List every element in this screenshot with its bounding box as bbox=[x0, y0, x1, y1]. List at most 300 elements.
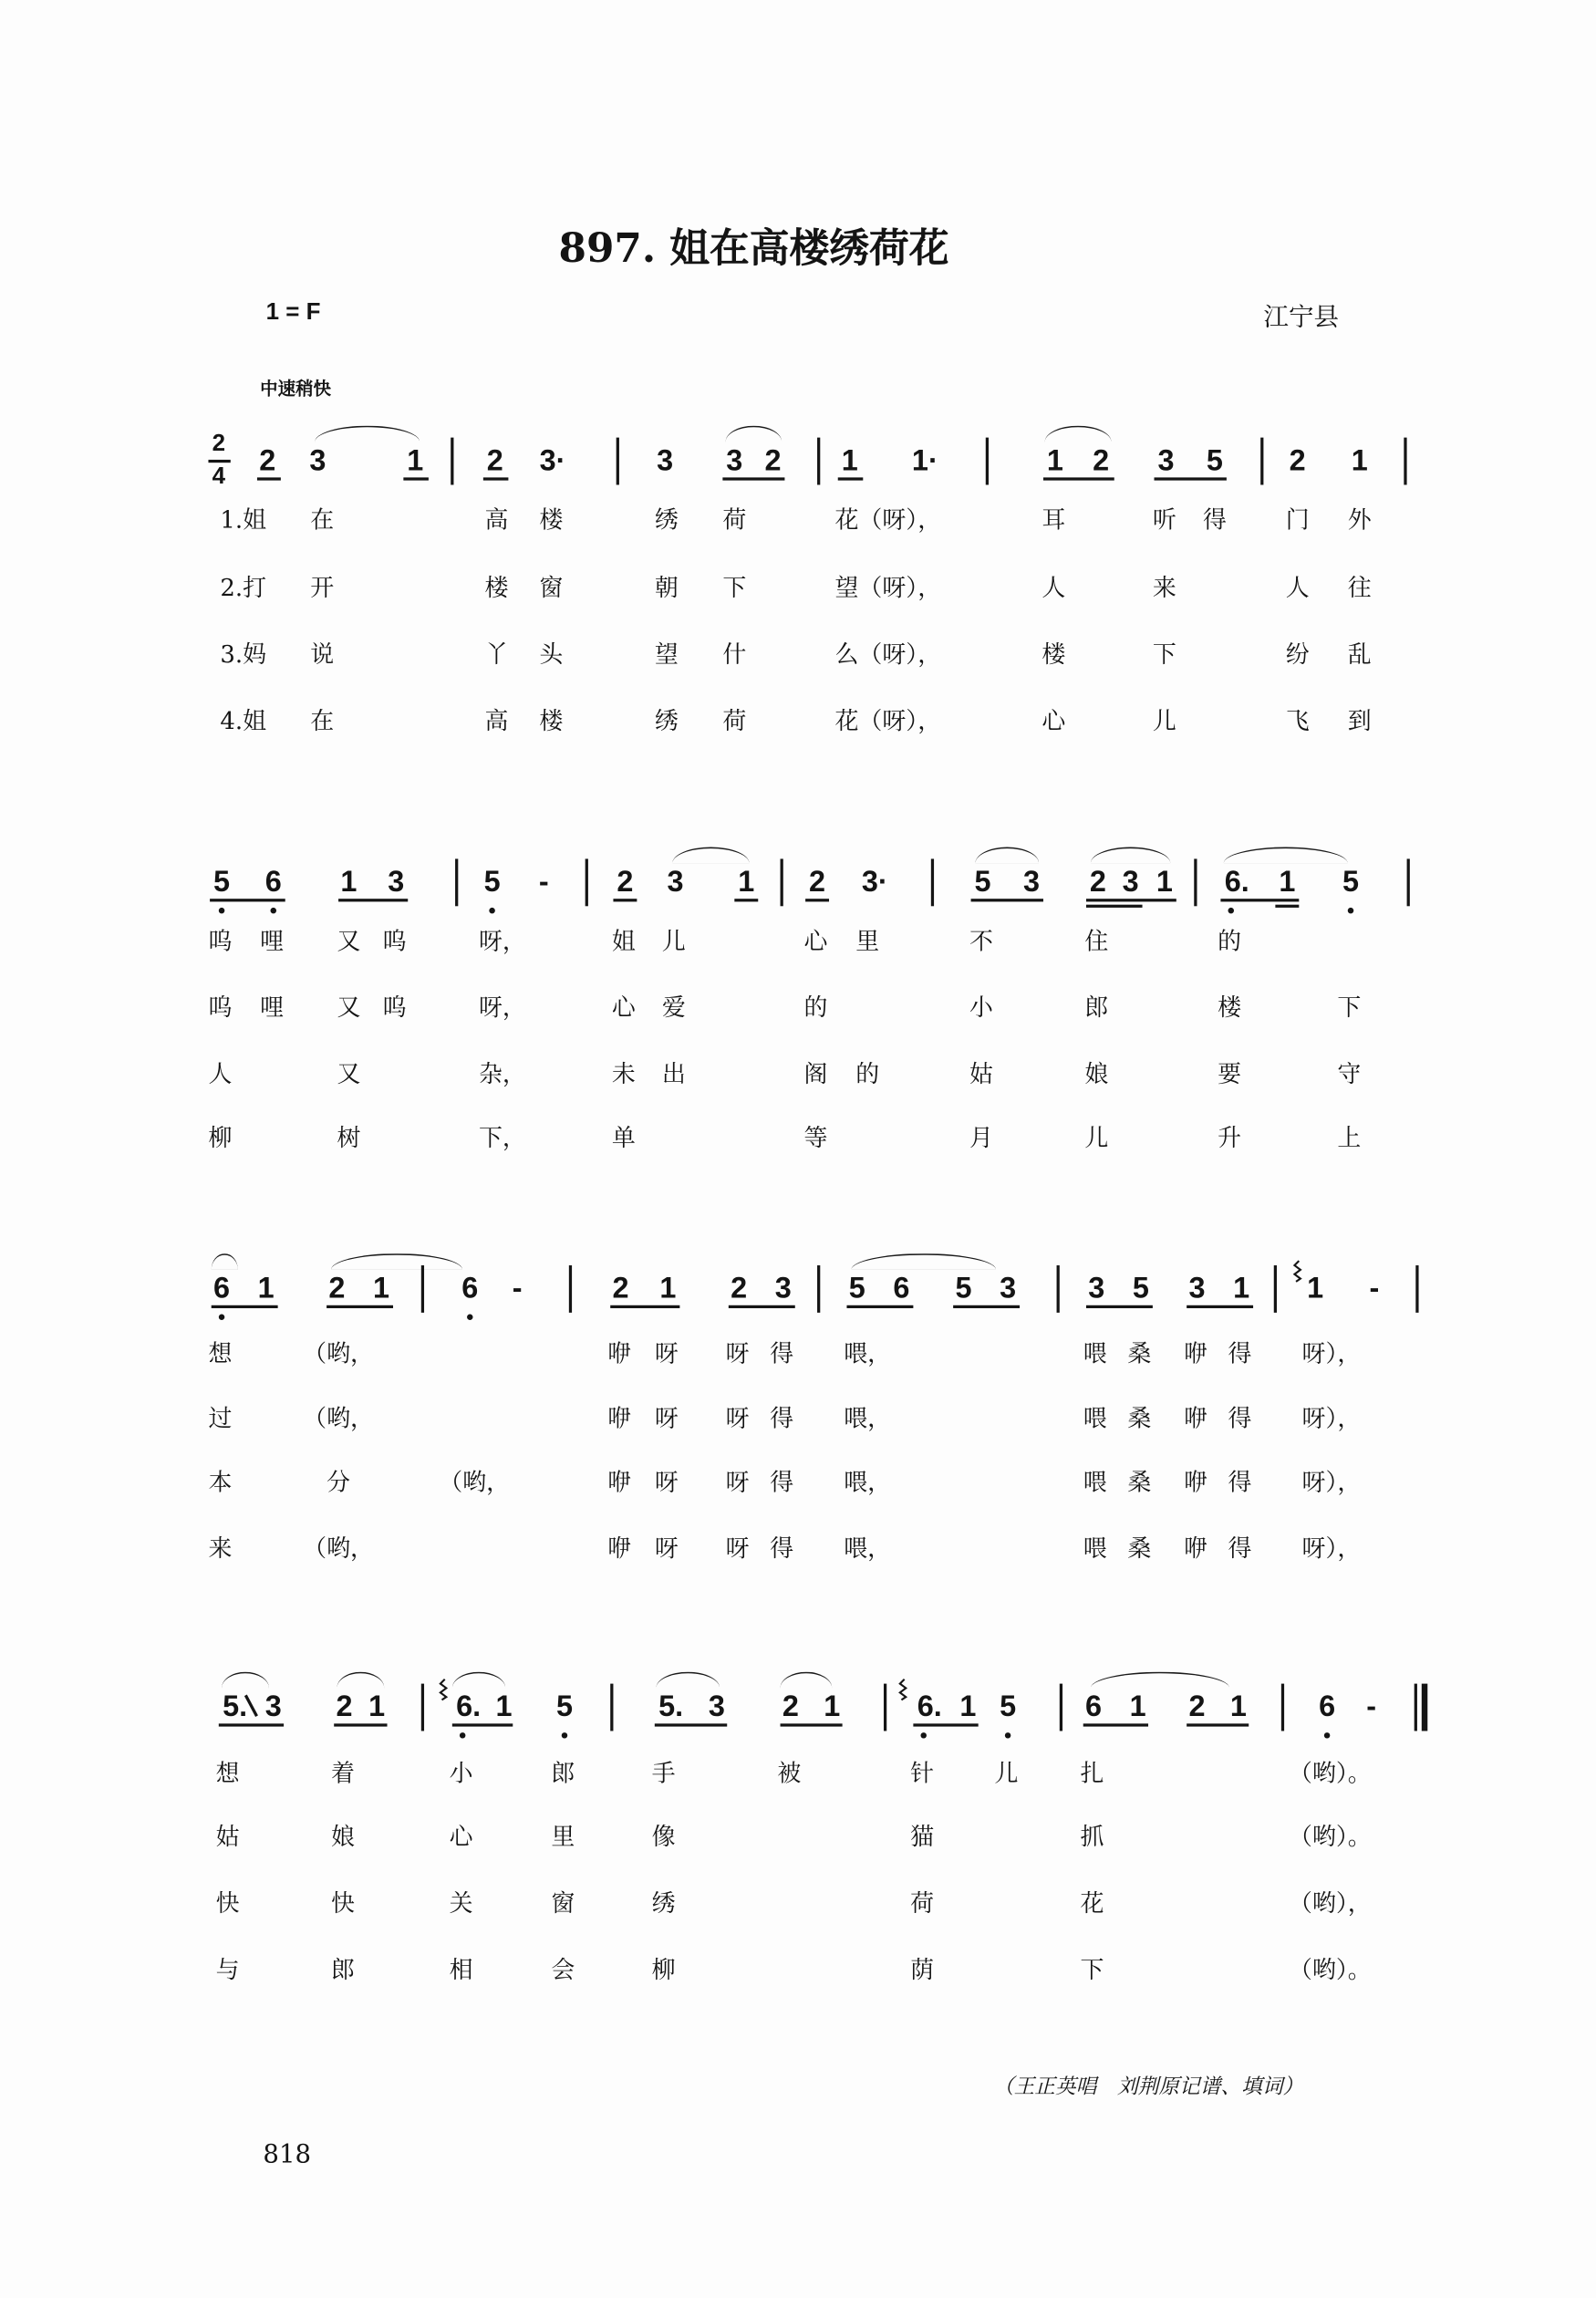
duration-underline bbox=[483, 477, 509, 480]
lyric-syllable: 住 bbox=[1084, 926, 1109, 955]
song-title: 897. 姐在高楼绣荷花 bbox=[558, 225, 949, 273]
lyric-syllable: 呀 bbox=[725, 1339, 750, 1367]
note: 6 bbox=[213, 1273, 231, 1305]
lyric-syllable: 在 bbox=[310, 706, 335, 735]
duration-underline bbox=[1187, 1723, 1249, 1726]
note: 6. bbox=[456, 1690, 482, 1724]
duration-underline bbox=[403, 477, 429, 480]
duration-underline bbox=[610, 1305, 679, 1308]
lyric-syllable: 娘 bbox=[1084, 1059, 1109, 1088]
lyric-syllable: 荫 bbox=[910, 1955, 935, 1984]
lyric-syllable: 呜 bbox=[382, 993, 407, 1022]
barline bbox=[1060, 1684, 1062, 1731]
lyric-syllable: （哟， bbox=[303, 1534, 374, 1563]
note: 2 bbox=[336, 1690, 353, 1724]
note: 1 bbox=[659, 1273, 677, 1305]
lyric-syllable: 哩 bbox=[260, 926, 285, 955]
note: 3 bbox=[657, 444, 674, 478]
lyric-syllable: 桑 bbox=[1127, 1339, 1152, 1367]
low-octave-dot bbox=[219, 1315, 224, 1320]
low-octave-dot bbox=[219, 908, 224, 913]
barline bbox=[1415, 1265, 1418, 1313]
lyric-syllable: 上 bbox=[1337, 1123, 1362, 1152]
lyric-syllable: 往 bbox=[1347, 573, 1372, 602]
lyric-syllable: 咿 bbox=[606, 1534, 631, 1563]
lyric-syllable: 柳 bbox=[651, 1955, 676, 1984]
slur bbox=[726, 426, 782, 442]
note: 5. bbox=[658, 1690, 684, 1724]
lyric-syllable: （哟， bbox=[303, 1339, 374, 1367]
note: 5. bbox=[223, 1690, 248, 1724]
lyric-syllable: 爱 bbox=[661, 993, 686, 1022]
lyric-syllable: 升 bbox=[1218, 1123, 1242, 1152]
barline bbox=[817, 438, 820, 485]
lyric-syllable: 呀）， bbox=[1301, 1404, 1362, 1433]
note: 5 bbox=[555, 1690, 573, 1724]
slur bbox=[1091, 1672, 1229, 1689]
note: - bbox=[1369, 1273, 1380, 1305]
note: 5 bbox=[483, 866, 501, 899]
note: 2 bbox=[1093, 444, 1110, 478]
lyric-syllable: 会 bbox=[551, 1955, 575, 1984]
note: 3 bbox=[708, 1690, 725, 1724]
lyric-syllable: 哩 bbox=[260, 993, 285, 1022]
lyric-syllable: 高 bbox=[484, 706, 509, 735]
barline bbox=[986, 438, 989, 485]
note: 2 bbox=[809, 866, 826, 899]
lyric-syllable: 得 bbox=[1228, 1468, 1252, 1496]
lyric-syllable: 要 bbox=[1218, 1059, 1242, 1088]
duration-underline bbox=[846, 1305, 913, 1308]
duration-underline bbox=[734, 899, 758, 901]
lyric-syllable: 下 bbox=[722, 573, 747, 602]
lyric-syllable: 呀 bbox=[725, 1534, 750, 1563]
duration-underline bbox=[913, 1723, 978, 1726]
lyric-syllable: 想 bbox=[208, 1339, 233, 1367]
lyric-syllable: 荷 bbox=[910, 1888, 935, 1918]
lyric-syllable: 桑 bbox=[1127, 1468, 1152, 1496]
lyric-syllable: 儿 bbox=[1152, 706, 1176, 735]
lyric-syllable: 呜 bbox=[382, 926, 407, 955]
lyric-syllable: 喂 bbox=[1083, 1534, 1107, 1563]
lyric-syllable: 开 bbox=[310, 573, 335, 602]
note: 5 bbox=[1206, 444, 1223, 478]
ornament-icon bbox=[438, 1678, 450, 1701]
note: 5 bbox=[955, 1273, 972, 1305]
note: 3 bbox=[388, 866, 405, 899]
lyric-syllable: 说 bbox=[310, 639, 335, 669]
lyric-syllable: 1.姐 bbox=[220, 505, 267, 534]
lyric-syllable: （哟）。 bbox=[1288, 1955, 1372, 1984]
slur bbox=[672, 847, 749, 863]
lyric-syllable: 么（呀）， bbox=[834, 639, 942, 669]
lyric-syllable: 喂， bbox=[844, 1339, 892, 1367]
duration-underline bbox=[1155, 477, 1227, 480]
lyric-syllable: 人 bbox=[1042, 573, 1066, 602]
note: 2 bbox=[328, 1273, 346, 1305]
lyric-syllable: 又 bbox=[337, 1059, 361, 1088]
barline bbox=[1407, 858, 1410, 906]
duration-underline bbox=[971, 899, 1043, 901]
duration-underline bbox=[452, 1723, 513, 1726]
duration-underline bbox=[655, 1723, 727, 1726]
lyric-syllable: 望（呀）， bbox=[834, 573, 942, 602]
lyric-syllable: 抓 bbox=[1080, 1822, 1104, 1851]
lyric-syllable: 乱 bbox=[1347, 639, 1372, 669]
lyric-syllable: 人 bbox=[1285, 573, 1310, 602]
note: 2 bbox=[731, 1273, 748, 1305]
note: 2 bbox=[1089, 866, 1106, 899]
lyric-syllable: 等 bbox=[803, 1123, 828, 1152]
slur bbox=[851, 1253, 996, 1270]
note: 3 bbox=[1023, 866, 1041, 899]
lyric-syllable: 阁 bbox=[803, 1059, 828, 1088]
ornament-icon bbox=[1291, 1260, 1303, 1284]
lyric-syllable: 又 bbox=[337, 993, 361, 1022]
duration-underline bbox=[805, 899, 829, 901]
low-octave-dot bbox=[271, 908, 276, 913]
note: 6. bbox=[917, 1690, 942, 1724]
note: 3· bbox=[539, 444, 566, 478]
lyric-syllable: 分 bbox=[326, 1468, 351, 1496]
note: 5 bbox=[1132, 1273, 1149, 1305]
lyric-syllable: 守 bbox=[1337, 1059, 1362, 1088]
note: 6 bbox=[264, 866, 282, 899]
lyric-syllable: 姑 bbox=[215, 1822, 240, 1851]
lyric-syllable: 儿 bbox=[1084, 1123, 1109, 1152]
note: 3 bbox=[264, 1690, 282, 1724]
note: 6. bbox=[1224, 866, 1249, 899]
note: 1 bbox=[407, 444, 424, 478]
note: 2 bbox=[1289, 444, 1306, 478]
duration-underline bbox=[729, 1305, 795, 1308]
low-octave-dot bbox=[467, 1315, 472, 1320]
low-octave-dot bbox=[920, 1732, 926, 1738]
low-octave-dot bbox=[460, 1732, 465, 1738]
slur bbox=[452, 1672, 505, 1689]
lyric-syllable: 喂 bbox=[1083, 1404, 1107, 1433]
lyric-syllable: （哟， bbox=[439, 1468, 511, 1496]
lyric-syllable: 外 bbox=[1347, 505, 1372, 534]
low-octave-dot bbox=[489, 908, 494, 913]
note: 1 bbox=[1233, 1273, 1250, 1305]
lyric-syllable: （哟）。 bbox=[1288, 1759, 1372, 1788]
note: 3· bbox=[861, 866, 888, 899]
note: 2 bbox=[612, 1273, 629, 1305]
lyric-syllable: 花（呀）， bbox=[834, 505, 942, 534]
lyric-syllable: 得 bbox=[1202, 505, 1227, 534]
slur bbox=[222, 1672, 269, 1689]
note: 1 bbox=[257, 1273, 275, 1305]
lyric-syllable: 花 bbox=[1080, 1888, 1104, 1918]
lyric-syllable: 的 bbox=[855, 1059, 880, 1088]
lyric-syllable: 到 bbox=[1347, 706, 1372, 735]
lyric-syllable: 不 bbox=[969, 926, 993, 955]
lyric-syllable: 郎 bbox=[551, 1759, 575, 1788]
key-signature: 1 = F bbox=[265, 299, 321, 326]
barline bbox=[1274, 1265, 1277, 1313]
slur bbox=[337, 1672, 384, 1689]
slur bbox=[1045, 426, 1112, 442]
lyric-syllable: 得 bbox=[1228, 1534, 1252, 1563]
barline bbox=[781, 858, 783, 906]
lyric-syllable: 门 bbox=[1285, 505, 1310, 534]
lyric-syllable: 呀 bbox=[725, 1404, 750, 1433]
note: 1 bbox=[1046, 444, 1063, 478]
lyric-syllable: 快 bbox=[330, 1888, 355, 1918]
lyric-syllable: 喂， bbox=[844, 1404, 892, 1433]
note: 1 bbox=[1129, 1690, 1146, 1724]
duration-underline bbox=[338, 899, 408, 901]
barline bbox=[455, 858, 458, 906]
lyric-syllable: 未 bbox=[611, 1059, 636, 1088]
note: 3 bbox=[1122, 866, 1139, 899]
barline bbox=[421, 1684, 424, 1731]
duration-underline bbox=[1083, 1723, 1148, 1726]
note: 3 bbox=[667, 866, 684, 899]
lyric-syllable: 手 bbox=[651, 1759, 676, 1788]
duration-underline bbox=[219, 1723, 284, 1726]
lyric-syllable: 人 bbox=[208, 1059, 233, 1088]
lyric-syllable: 呀 bbox=[654, 1339, 679, 1367]
lyric-syllable: （哟）。 bbox=[1288, 1822, 1372, 1851]
lyric-syllable: 被 bbox=[777, 1759, 802, 1788]
note: 3 bbox=[309, 444, 326, 478]
lyric-syllable: 树 bbox=[337, 1123, 361, 1152]
lyric-syllable: 4.姐 bbox=[220, 706, 267, 735]
lyric-syllable: 关 bbox=[449, 1888, 473, 1918]
slur bbox=[1091, 847, 1170, 863]
note: - bbox=[1366, 1690, 1377, 1724]
lyric-syllable: 楼 bbox=[539, 505, 564, 534]
note: 1 bbox=[368, 1690, 386, 1724]
note: 2 bbox=[617, 866, 634, 899]
note: 5 bbox=[974, 866, 991, 899]
note: 6 bbox=[461, 1273, 479, 1305]
slur bbox=[656, 1672, 720, 1689]
barline bbox=[451, 438, 453, 485]
page-number: 818 bbox=[263, 2140, 312, 2170]
lyric-syllable: 呀）， bbox=[1301, 1339, 1362, 1367]
lyric-syllable: 楼 bbox=[1042, 639, 1066, 669]
duration-underline bbox=[210, 899, 285, 901]
note: 2 bbox=[782, 1690, 799, 1724]
duration-underline bbox=[953, 1305, 1020, 1308]
duration-underline bbox=[326, 1305, 393, 1308]
lyric-syllable: 的 bbox=[1218, 926, 1242, 955]
lyric-syllable: 心 bbox=[1042, 706, 1066, 735]
lyric-syllable: （哟）， bbox=[1288, 1888, 1372, 1918]
note: 6 bbox=[893, 1273, 910, 1305]
duration-underline bbox=[722, 477, 784, 480]
barline bbox=[1281, 1684, 1284, 1731]
lyric-syllable: 与 bbox=[215, 1955, 240, 1984]
note: 1 bbox=[824, 1690, 841, 1724]
note: 1 bbox=[1307, 1273, 1324, 1305]
lyric-syllable: 纷 bbox=[1285, 639, 1310, 669]
barline bbox=[617, 438, 619, 485]
lyric-syllable: 窗 bbox=[551, 1888, 575, 1918]
lyric-syllable: 过 bbox=[208, 1404, 233, 1433]
lyric-syllable: 小 bbox=[449, 1759, 473, 1788]
lyric-syllable: 单 bbox=[611, 1123, 636, 1152]
note: - bbox=[512, 1273, 523, 1305]
lyric-syllable: 楼 bbox=[484, 573, 509, 602]
slur bbox=[212, 1253, 238, 1270]
note: 1 bbox=[340, 866, 358, 899]
low-octave-dot bbox=[1228, 908, 1234, 913]
lyric-syllable: 快 bbox=[215, 1888, 240, 1918]
lyric-syllable: 里 bbox=[551, 1822, 575, 1851]
lyric-syllable: 得 bbox=[1228, 1339, 1252, 1367]
low-octave-dot bbox=[1324, 1732, 1330, 1738]
note: 6 bbox=[1085, 1690, 1103, 1724]
note: 1 bbox=[373, 1273, 390, 1305]
lyric-syllable: 喂 bbox=[1083, 1339, 1107, 1367]
lyric-syllable: （哟， bbox=[303, 1404, 374, 1433]
lyric-syllable: 郎 bbox=[1084, 993, 1109, 1022]
duration-underline bbox=[781, 1723, 843, 1726]
lyric-syllable: 娘 bbox=[330, 1822, 355, 1851]
lyric-syllable: 高 bbox=[484, 505, 509, 534]
time-signature-numerator: 2 bbox=[212, 432, 226, 457]
lyric-syllable: 楼 bbox=[539, 706, 564, 735]
lyric-syllable: 咿 bbox=[1183, 1404, 1207, 1433]
note: 2 bbox=[486, 444, 503, 478]
lyric-syllable: 得 bbox=[1228, 1404, 1252, 1433]
lyric-syllable: 朝 bbox=[654, 573, 679, 602]
lyric-syllable: 本 bbox=[208, 1468, 233, 1496]
lyric-syllable: 绣 bbox=[654, 706, 679, 735]
lyric-syllable: 小 bbox=[969, 993, 993, 1022]
note: 6 bbox=[1319, 1690, 1336, 1724]
slur bbox=[975, 847, 1039, 863]
note: 2 bbox=[1188, 1690, 1206, 1724]
duration-underline bbox=[334, 1723, 387, 1726]
duration-underline-double bbox=[1275, 905, 1299, 908]
lyric-syllable: 的 bbox=[803, 993, 828, 1022]
lyric-syllable: 呀 bbox=[654, 1468, 679, 1496]
lyric-syllable: 呀）， bbox=[1301, 1534, 1362, 1563]
lyric-syllable: 窗 bbox=[539, 573, 564, 602]
time-signature-denominator: 4 bbox=[212, 463, 226, 490]
note: 1 bbox=[1279, 866, 1296, 899]
lyric-syllable: 喂 bbox=[1083, 1468, 1107, 1496]
lyric-syllable: 姑 bbox=[969, 1059, 993, 1088]
barline bbox=[817, 1265, 820, 1313]
note: 3 bbox=[1000, 1273, 1017, 1305]
duration-underline bbox=[1086, 899, 1176, 901]
lyric-syllable: 呜 bbox=[208, 926, 233, 955]
barline bbox=[1260, 438, 1263, 485]
barline bbox=[931, 858, 934, 906]
lyric-syllable: 心 bbox=[611, 993, 636, 1022]
note: 1 bbox=[1156, 866, 1173, 899]
lyric-syllable: 下， bbox=[478, 1123, 526, 1152]
note: 2 bbox=[764, 444, 782, 478]
slur bbox=[331, 1253, 462, 1270]
duration-underline bbox=[1086, 1305, 1153, 1308]
note: 1 bbox=[1351, 444, 1368, 478]
lyric-syllable: 咿 bbox=[606, 1404, 631, 1433]
note: 3 bbox=[774, 1273, 792, 1305]
lyric-syllable: 杂， bbox=[478, 1059, 526, 1088]
lyric-syllable: 呀 bbox=[725, 1468, 750, 1496]
lyric-syllable: 心 bbox=[449, 1822, 473, 1851]
lyric-syllable: 下 bbox=[1080, 1955, 1104, 1984]
note: 2 bbox=[259, 444, 276, 478]
lyric-syllable: 3.妈 bbox=[220, 639, 267, 669]
duration-underline bbox=[1187, 1305, 1253, 1308]
slur bbox=[781, 1672, 833, 1689]
slur bbox=[315, 426, 420, 442]
duration-underline bbox=[212, 1305, 278, 1308]
note: 3 bbox=[1088, 1273, 1105, 1305]
lyric-syllable: 里 bbox=[855, 926, 880, 955]
lyric-syllable: 像 bbox=[651, 1822, 676, 1851]
lyric-syllable: 望 bbox=[654, 639, 679, 669]
duration-underline bbox=[257, 477, 281, 480]
lyric-syllable: 喂， bbox=[844, 1468, 892, 1496]
lyric-syllable: 耳 bbox=[1042, 505, 1066, 534]
lyric-syllable: 着 bbox=[330, 1759, 355, 1788]
lyric-syllable: 呜 bbox=[208, 993, 233, 1022]
barline bbox=[1194, 858, 1197, 906]
lyric-syllable: 桑 bbox=[1127, 1534, 1152, 1563]
note: 3 bbox=[1157, 444, 1175, 478]
note: 1 bbox=[1229, 1690, 1247, 1724]
low-octave-dot bbox=[1005, 1732, 1010, 1738]
lyric-syllable: 月 bbox=[969, 1123, 993, 1152]
lyric-syllable: 得 bbox=[770, 1534, 794, 1563]
tempo-marking: 中速稍快 bbox=[260, 378, 331, 400]
note: 5 bbox=[848, 1273, 865, 1305]
note: 1 bbox=[738, 866, 755, 899]
note: 1 bbox=[495, 1690, 513, 1724]
lyric-syllable: 咿 bbox=[606, 1339, 631, 1367]
lyric-syllable: 想 bbox=[215, 1759, 240, 1788]
note: 5 bbox=[1000, 1690, 1017, 1724]
final-barline-thick bbox=[1422, 1684, 1427, 1731]
lyric-syllable: 心 bbox=[803, 926, 828, 955]
note: 3 bbox=[726, 444, 743, 478]
barline bbox=[884, 1684, 886, 1731]
lyric-syllable: 得 bbox=[770, 1404, 794, 1433]
lyric-syllable: 猫 bbox=[910, 1822, 935, 1851]
note: 3 bbox=[1188, 1273, 1206, 1305]
lyric-syllable: 在 bbox=[310, 505, 335, 534]
lyric-syllable: 咿 bbox=[606, 1468, 631, 1496]
lyric-syllable: 呀 bbox=[654, 1404, 679, 1433]
lyric-syllable: 丫 bbox=[484, 639, 509, 669]
lyric-syllable: 柳 bbox=[208, 1123, 233, 1152]
lyric-syllable: 姐 bbox=[611, 926, 636, 955]
lyric-syllable: 儿 bbox=[994, 1759, 1019, 1788]
lyric-syllable: 什 bbox=[722, 639, 747, 669]
lyric-syllable: 呀 bbox=[654, 1534, 679, 1563]
barline bbox=[610, 1684, 613, 1731]
duration-underline bbox=[1220, 899, 1299, 901]
final-barline-thin bbox=[1415, 1684, 1417, 1731]
time-signature-line bbox=[208, 460, 230, 463]
duration-underline-double bbox=[1086, 905, 1143, 908]
lyric-syllable: 郎 bbox=[330, 1955, 355, 1984]
note: - bbox=[538, 866, 549, 899]
duration-underline bbox=[1043, 477, 1114, 480]
lyric-syllable: 得 bbox=[770, 1468, 794, 1496]
duration-underline bbox=[613, 899, 637, 901]
region-label: 江宁县 bbox=[1263, 303, 1340, 333]
